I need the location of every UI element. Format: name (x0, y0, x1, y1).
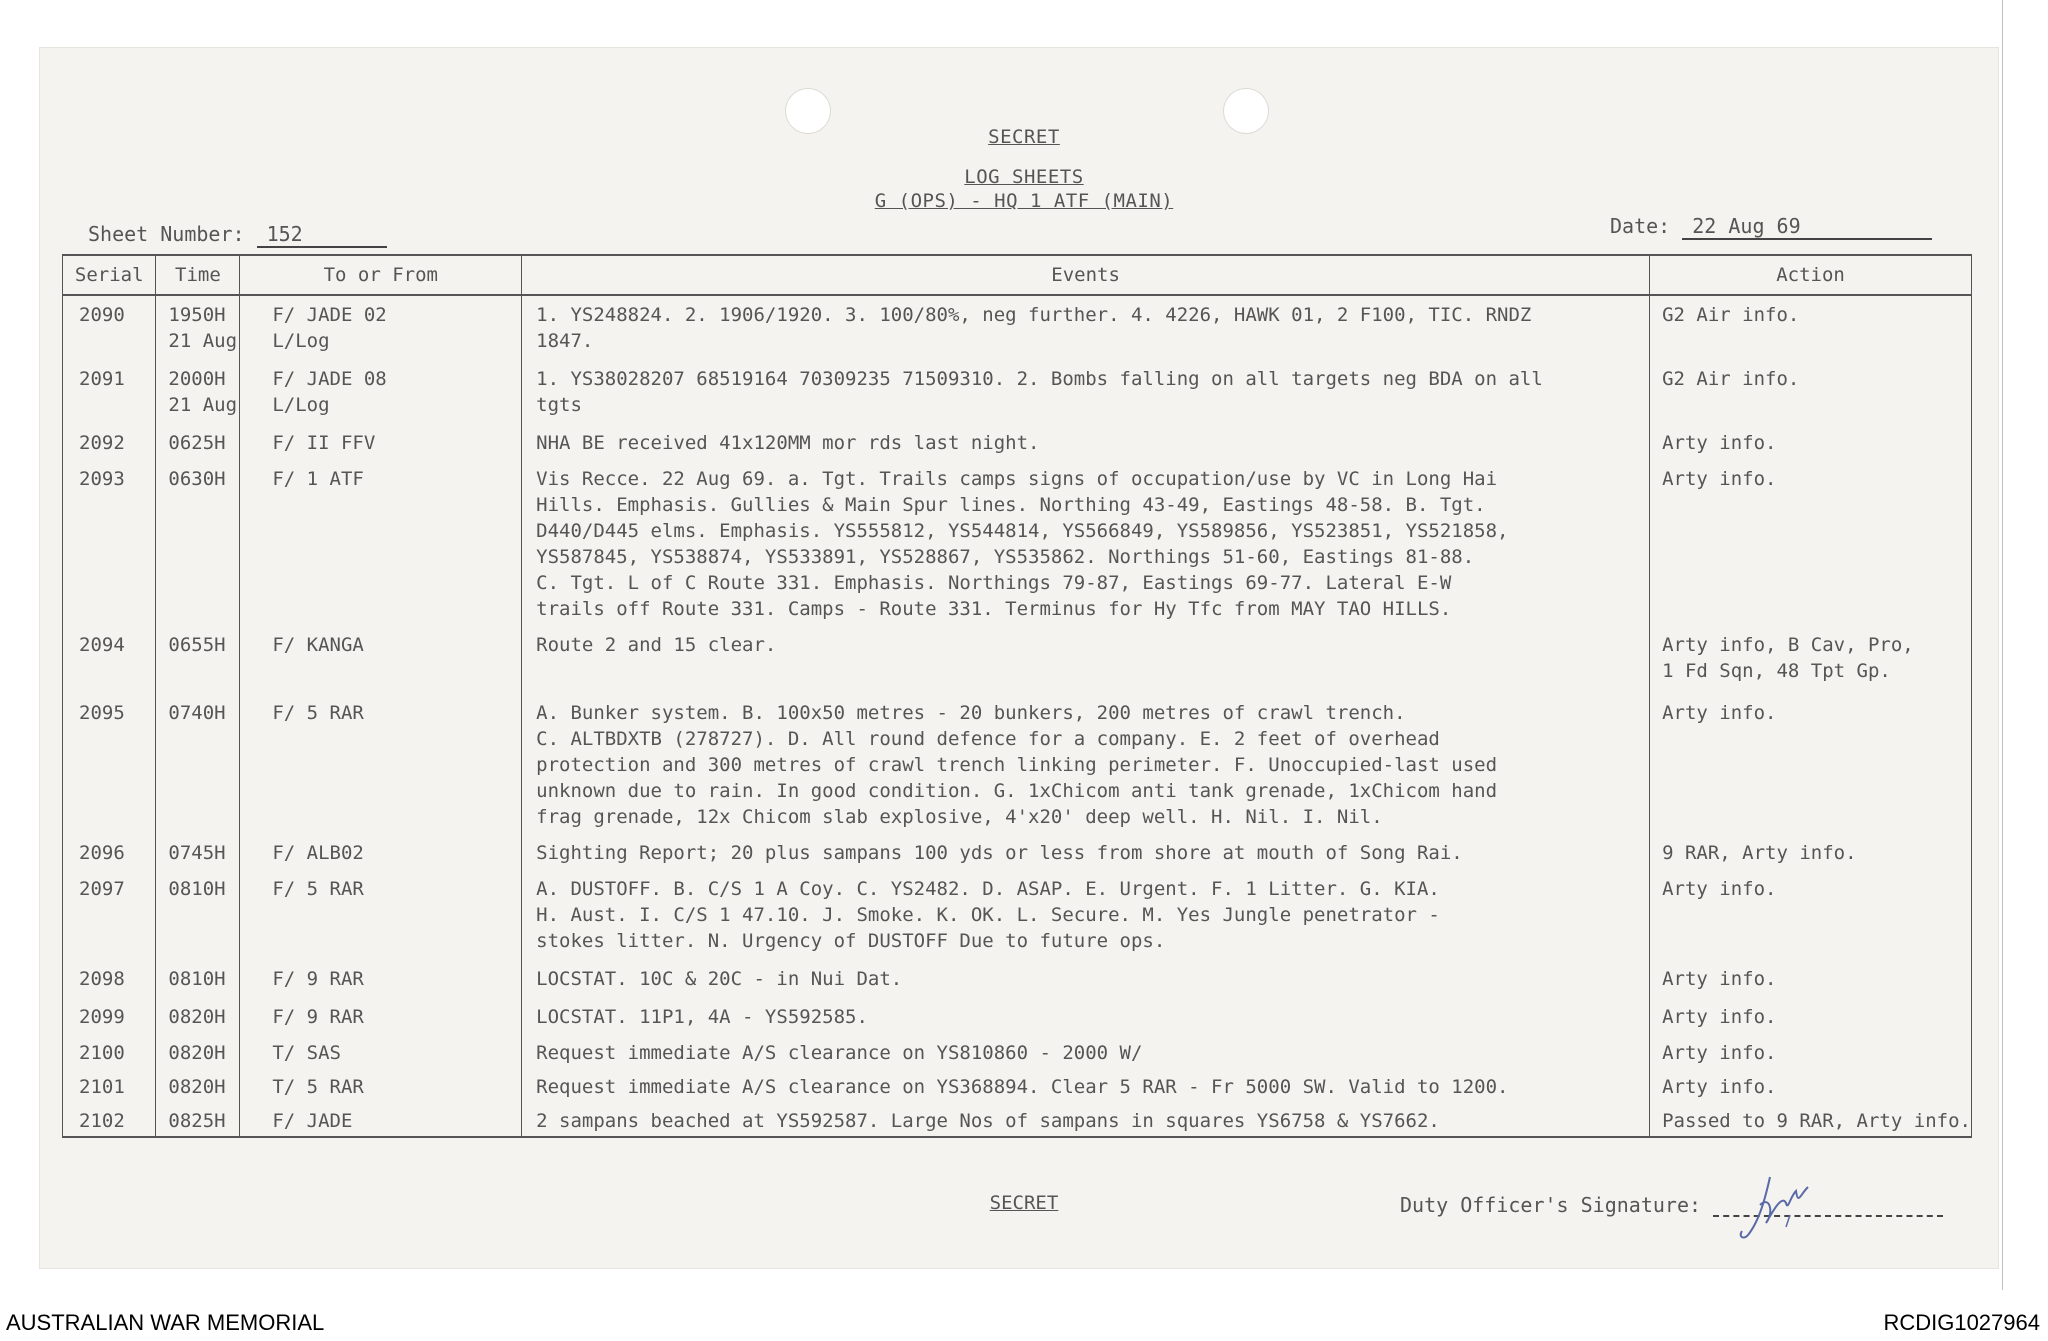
classification-header: SECRET (988, 126, 1060, 148)
sheet-date: Date: 22 Aug 69 (1610, 214, 1932, 240)
events-cell-line: trails off Route 331. Camps - Route 331. Terminus for Hy Tfc from MAY TAO HILLS. (536, 598, 1452, 620)
events-cell-line: 1. YS248824. 2. 1906/1920. 3. 100/80%, neg further. 4. 4226, HAWK 01, 2 F100, TIC. RNDZ (536, 304, 1532, 326)
tofrom-cell-line: L/Log (272, 394, 330, 416)
time-cell (156, 998, 240, 1034)
time-cell-line: 21 Aug (168, 330, 238, 352)
tofrom-cell-line: F/ JADE 08 (272, 368, 387, 390)
action-cell (1650, 295, 1972, 360)
sheet-number: Sheet Number: 152 (88, 222, 387, 248)
events-cell-line: YS587845, YS538874, YS533891, YS528867, YS535862. Northings 51-60, Eastings 81-88. (536, 546, 1475, 568)
log-entry-row (63, 360, 1972, 424)
events-cell-line: A. DUSTOFF. B. C/S 1 A Coy. C. YS2482. D. ASAP. E. Urgent. F. 1 Litter. G. KIA. (536, 878, 1440, 900)
archive-institution: AUSTRALIAN WAR MEMORIAL (6, 1310, 325, 1335)
time-cell-line: 0625H (168, 432, 226, 454)
serial-cell: 2102 (63, 1102, 156, 1137)
time-cell-line: 0825H (168, 1110, 226, 1132)
events-cell-line: unknown due to rain. In good condition. G. 1xChicom anti tank grenade, 1xChicom hand (536, 780, 1498, 802)
sheet-number-value: 152 (257, 222, 387, 248)
events-cell-line: stokes litter. N. Urgency of DUSTOFF Due to future ops. (536, 930, 1166, 952)
log-entry-row (63, 998, 1972, 1034)
events-cell-line: 1. YS38028207 68519164 70309235 71509310. 2. Bombs falling on all targets neg BDA on all (536, 368, 1543, 390)
events-cell-line: LOCSTAT. 10C & 20C - in Nui Dat. (536, 968, 903, 990)
tofrom-cell (240, 424, 522, 460)
serial-cell: 2097 (63, 870, 156, 960)
time-cell (156, 360, 240, 424)
action-cell-line: Passed to 9 RAR, Arty info. (1662, 1110, 1971, 1132)
tofrom-cell (240, 834, 522, 870)
tofrom-cell-line: F/ 9 RAR (272, 1006, 364, 1028)
time-cell (156, 960, 240, 998)
log-entry-row (63, 295, 1972, 360)
log-table-header (63, 255, 1972, 295)
action-cell-line: Arty info. (1662, 432, 1777, 454)
serial-cell: 2098 (63, 960, 156, 998)
events-cell-line: 1847. (536, 330, 594, 352)
action-cell (1650, 998, 1972, 1034)
classification-footer: SECRET (989, 1192, 1059, 1214)
events-cell (522, 1102, 1650, 1137)
action-cell-line: 1 Fd Sqn, 48 Tpt Gp. (1662, 660, 1891, 682)
handwritten-signature (1730, 1165, 1830, 1255)
archive-reference: RCDIG1027964 (1883, 1310, 2040, 1335)
time-cell (156, 834, 240, 870)
action-cell-line: Arty info. (1662, 1076, 1777, 1098)
tofrom-cell-line: T/ 5 RAR (272, 1076, 364, 1098)
time-cell-line: 0820H (168, 1042, 226, 1064)
serial-cell: 2095 (63, 694, 156, 834)
tofrom-cell-line: F/ ALB02 (272, 842, 364, 864)
action-cell-line: Arty info, B Cav, Pro, (1662, 634, 1914, 656)
events-cell (522, 295, 1650, 360)
signature-label: Duty Officer's Signature: (1400, 1193, 1702, 1217)
log-entry-row (63, 460, 1972, 626)
serial-cell: 2100 (63, 1034, 156, 1068)
tofrom-cell-line: F/ JADE (272, 1110, 353, 1132)
log-entry-row (63, 1034, 1972, 1068)
tofrom-cell (240, 626, 522, 694)
serial-cell: 2094 (63, 626, 156, 694)
tofrom-cell (240, 998, 522, 1034)
signature-block (1400, 1193, 1943, 1217)
events-cell-line: D440/D445 elms. Emphasis. YS555812, YS544814, YS566849, YS589856, YS523851, YS521858, (536, 520, 1509, 542)
events-cell-line: A. Bunker system. B. 100x50 metres - 20 bunkers, 200 metres of crawl trench. (536, 702, 1406, 724)
log-entry-row (63, 1102, 1972, 1137)
time-cell (156, 1034, 240, 1068)
events-cell-line: Sighting Report; 20 plus sampans 100 yds or less from shore at mouth of Song Rai. (536, 842, 1463, 864)
events-cell (522, 870, 1650, 960)
action-cell (1650, 960, 1972, 998)
tofrom-cell (240, 694, 522, 834)
tofrom-cell-line: L/Log (272, 330, 330, 352)
log-entry-row (63, 424, 1972, 460)
serial-cell: 2101 (63, 1068, 156, 1102)
events-cell-line: C. ALTBDXTB (278727). D. All round defence for a company. E. 2 feet of overhead (536, 728, 1440, 750)
action-cell (1650, 424, 1972, 460)
action-cell-line: Arty info. (1662, 1042, 1777, 1064)
events-cell-line: Request immediate A/S clearance on YS810860 - 2000 W/ (536, 1042, 1143, 1064)
log-table-body (63, 295, 1972, 1137)
log-entry-row (63, 960, 1972, 998)
events-cell (522, 360, 1650, 424)
events-cell (522, 424, 1650, 460)
action-cell (1650, 1102, 1972, 1137)
unit-heading: G (OPS) - HQ 1 ATF (MAIN) (874, 190, 1174, 212)
events-cell (522, 460, 1650, 626)
col-time: Time (156, 255, 240, 295)
time-cell-line: 0820H (168, 1076, 226, 1098)
events-cell-line: Vis Recce. 22 Aug 69. a. Tgt. Trails camps signs of occupation/use by VC in Long Hai (536, 468, 1498, 490)
tofrom-cell-line: F/ KANGA (272, 634, 364, 656)
col-serial: Serial (63, 255, 156, 295)
serial-cell: 2091 (63, 360, 156, 424)
time-cell (156, 460, 240, 626)
action-cell-line: Arty info. (1662, 468, 1777, 490)
document-title: LOG SHEETS (964, 166, 1084, 188)
events-cell (522, 960, 1650, 998)
serial-cell: 2096 (63, 834, 156, 870)
tofrom-cell (240, 1102, 522, 1137)
col-events: Events (522, 255, 1650, 295)
events-cell (522, 834, 1650, 870)
tofrom-cell-line: F/ JADE 02 (272, 304, 387, 326)
tofrom-cell-line: F/ 9 RAR (272, 968, 364, 990)
time-cell (156, 424, 240, 460)
time-cell-line: 0745H (168, 842, 226, 864)
events-cell-line: tgts (536, 394, 582, 416)
tofrom-cell (240, 295, 522, 360)
serial-cell: 2090 (63, 295, 156, 360)
log-entry-row (63, 626, 1972, 694)
events-cell (522, 694, 1650, 834)
action-cell-line: G2 Air info. (1662, 304, 1800, 326)
time-cell-line: 1950H (168, 304, 226, 326)
time-cell-line: 21 Aug (168, 394, 238, 416)
tofrom-cell (240, 1068, 522, 1102)
tofrom-cell (240, 960, 522, 998)
time-cell (156, 1068, 240, 1102)
time-cell-line: 0740H (168, 702, 226, 724)
action-cell (1650, 1068, 1972, 1102)
log-entry-row (63, 870, 1972, 960)
action-cell-line: 9 RAR, Arty info. (1662, 842, 1857, 864)
time-cell-line: 0820H (168, 1006, 226, 1028)
serial-cell: 2092 (63, 424, 156, 460)
events-cell-line: 2 sampans beached at YS592587. Large Nos of sampans in squares YS6758 & YS7662. (536, 1110, 1440, 1132)
log-table (62, 254, 1972, 1138)
events-cell (522, 998, 1650, 1034)
log-entry-row (63, 1068, 1972, 1102)
time-cell-line: 0810H (168, 878, 226, 900)
log-entry-row (63, 834, 1972, 870)
action-cell (1650, 1034, 1972, 1068)
col-tofrom: To or From (240, 255, 522, 295)
col-action: Action (1650, 255, 1972, 295)
serial-cell: 2093 (63, 460, 156, 626)
tofrom-cell (240, 360, 522, 424)
sheet-date-value: 22 Aug 69 (1682, 214, 1932, 240)
action-cell-line: Arty info. (1662, 1006, 1777, 1028)
action-cell (1650, 460, 1972, 626)
time-cell-line: 0810H (168, 968, 226, 990)
tofrom-cell (240, 870, 522, 960)
time-cell (156, 626, 240, 694)
events-cell-line: C. Tgt. L of C Route 331. Emphasis. Northings 79-87, Eastings 69-77. Lateral E-W (536, 572, 1452, 594)
action-cell (1650, 694, 1972, 834)
events-cell (522, 1034, 1650, 1068)
time-cell (156, 1102, 240, 1137)
time-cell (156, 295, 240, 360)
action-cell-line: Arty info. (1662, 968, 1777, 990)
action-cell-line: Arty info. (1662, 878, 1777, 900)
events-cell (522, 1068, 1650, 1102)
tofrom-cell (240, 460, 522, 626)
tofrom-cell-line: F/ 1 ATF (272, 468, 364, 490)
action-cell (1650, 360, 1972, 424)
events-cell-line: Request immediate A/S clearance on YS368894. Clear 5 RAR - Fr 5000 SW. Valid to 1200. (536, 1076, 1509, 1098)
action-cell (1650, 626, 1972, 694)
events-cell-line: LOCSTAT. 11P1, 4A - YS592585. (536, 1006, 868, 1028)
action-cell-line: Arty info. (1662, 702, 1777, 724)
time-cell (156, 694, 240, 834)
events-cell-line: frag grenade, 12x Chicom slab explosive, 4'x20' deep well. H. Nil. I. Nil. (536, 806, 1383, 828)
action-cell-line: G2 Air info. (1662, 368, 1800, 390)
action-cell (1650, 870, 1972, 960)
events-cell-line: protection and 300 metres of crawl trench linking perimeter. F. Unoccupied-last used (536, 754, 1498, 776)
time-cell-line: 0655H (168, 634, 226, 656)
tofrom-cell-line: F/ 5 RAR (272, 702, 364, 724)
tofrom-cell (240, 1034, 522, 1068)
tofrom-cell-line: F/ 5 RAR (272, 878, 364, 900)
serial-cell: 2099 (63, 998, 156, 1034)
action-cell (1650, 834, 1972, 870)
events-cell (522, 626, 1650, 694)
log-entry-row (63, 694, 1972, 834)
events-cell-line: NHA BE received 41x120MM mor rds last night. (536, 432, 1040, 454)
time-cell (156, 870, 240, 960)
archive-footer (0, 1300, 2048, 1341)
tofrom-cell-line: T/ SAS (272, 1042, 341, 1064)
time-cell-line: 2000H (168, 368, 226, 390)
events-cell-line: Hills. Emphasis. Gullies & Main Spur lines. Northing 43-49, Eastings 48-58. B. Tgt. (536, 494, 1486, 516)
events-cell-line: H. Aust. I. C/S 1 47.10. J. Smoke. K. OK. L. Secure. M. Yes Jungle penetrator - (536, 904, 1440, 926)
time-cell-line: 0630H (168, 468, 226, 490)
tofrom-cell-line: F/ II FFV (272, 432, 376, 454)
events-cell-line: Route 2 and 15 clear. (536, 634, 777, 656)
